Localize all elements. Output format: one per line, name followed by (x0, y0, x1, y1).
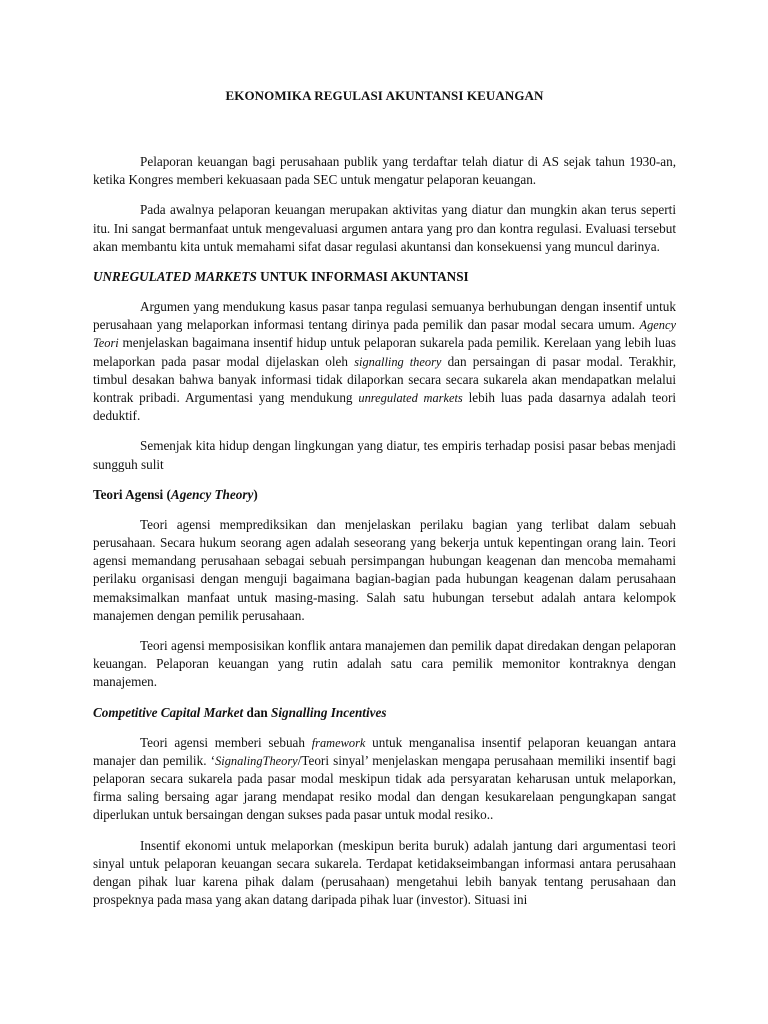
heading-unregulated-markets-italic: UNREGULATED MARKETS (93, 269, 257, 285)
heading-competitive-capital (93, 704, 676, 722)
heading-agency-b: ) (253, 486, 258, 502)
paragraph-agency-conflict: Teori agensi memposisikan konflik antara manajemen dan pemilik dapat diredakan dengan pelaporan keuangan. Pelaporan keuangan yang rutin adalah satu cara pemilik memonitor kontraknya dengan manajemen. (93, 638, 676, 690)
heading-agency-theory (93, 486, 676, 504)
heading-competitive-italic-2: Signalling Incentives (271, 704, 387, 720)
paragraph-intro: Pelaporan keuangan bagi perusahaan publik yang terdaftar telah diatur di AS sejak tahun 1930-an, ketika Kongres memberi kekuasaan pada SEC untuk mengatur pelaporan keuangan. (93, 154, 676, 188)
p3-unregulated-term: unregulated markets (358, 391, 463, 406)
p3-signalling-term: signalling theory (354, 354, 442, 369)
paragraph-signaling-theory (93, 734, 676, 825)
paragraph-economic-incentive: Insentif ekonomi untuk melaporkan (meskipun berita buruk) adalah jantung dari argumentasi teori sinyal untuk pelaporan keuangan secara sukarela. Terdapat ketidakseimbangan informasi antara perusahaan dengan pihak luar karena pihak dalam (perusahaan) mengetahui lebih banyak tentang perusahaan dan prospeknya pada masa yang akan datang daripada pihak luar (investor). Situasi ini (93, 837, 676, 908)
p3-text-b: menjelaskan bagaimana insentif hidup untuk pelaporan sukarela pada pemilik. Kerelaan yang lebih luas melaporkan pada pasar modal dijelaskan oleh (93, 335, 676, 369)
p3-text-d: lebih luas pada dasarnya adalah teori deduktif. (93, 390, 676, 424)
heading-unregulated-markets (93, 268, 676, 286)
document-title: EKONOMIKA REGULASI AKUNTANSI KEUANGAN (225, 88, 544, 103)
heading-agency-a: Teori Agensi ( (93, 486, 171, 502)
heading-agency-italic: Agency Theory (170, 486, 254, 502)
p7-text-c: /Teori sinyal’ menjelaskan mengapa perusahaan memiliki insentif bagi pelaporan secara sukarela pada pasar modal meskipun tidak ada persyaratan keharusan untuk melaporkan, firma saling bersaing agar jarang mendapat resiko modal dan dengan kesukarelaan pengungkapan sangat diperlukan untuk bersaingan dengan sukses pada pasar untuk modal resiko.. (93, 752, 676, 823)
p3-agency-term: Agency Teori (93, 318, 676, 351)
p7-text-b: untuk menganalisa insentif pelaporan keuangan antara manajer dan pemilik. ‘ (93, 734, 676, 768)
paragraph-agency-theory: Teori agensi memprediksikan dan menjelaskan perilaku bagian yang terlibat dalam sebuah perusahaan. Secara hukum seorang agen adalah seseorang yang bekerja untuk kepentingan orang lain. Teori agensi memandang perusahaan sebagai sebuah persimpangan hubungan keagenan dan mencoba memahami perilaku organisasi dengan menguji bagaimana bagian-bagian pada hubungan keagenan dalam perusahaan memaksimalkan manfaat untuk masing-masing. Salah satu hubungan tersebut adalah antara kelompok manajemen dengan pemilik perusahaan. (93, 516, 676, 623)
heading-competitive-mid: dan (243, 704, 272, 720)
p3-text-a: Argumen yang mendukung kasus pasar tanpa regulasi semuanya berhubungan dengan insentif untuk perusahaan yang melaporkan informasi tentang dirinya pada pemilik dan pasar modal secara umum. (93, 299, 676, 333)
heading-unregulated-markets-rest: UNTUK INFORMASI AKUNTANSI (256, 269, 469, 285)
paragraph-unregulated-argument (93, 298, 676, 425)
paragraph-empirical: Semenjak kita hidup dengan lingkungan yang diatur, tes empiris terhadap posisi pasar bebas menjadi sungguh sulit (93, 438, 676, 472)
paragraph-regulation: Pada awalnya pelaporan keuangan merupakan aktivitas yang diatur dan mungkin akan terus seperti itu. Ini sangat bermanfaat untuk mengevaluasi argumen antara yang pro dan kontra regulasi. Evaluasi tersebut akan membantu kita untuk memahami sifat dasar regulasi akuntansi dan konsekuensi yang muncul darinya. (93, 202, 676, 254)
p7-framework-term: framework (311, 735, 366, 750)
p7-signaling-term: SignalingTheory (215, 753, 298, 768)
p3-text-c: dan persaingan di pasar modal. Terakhir, timbul desakan bahwa banyak informasi tidak dilaporkan secara secara sukarela akan mendapatkan melalui kontrak pribadi. Argumentasi yang mendukung (93, 353, 676, 406)
p7-text-a: Teori agensi memberi sebuah (140, 734, 312, 750)
heading-competitive-italic-1: Competitive Capital Market (93, 704, 244, 720)
